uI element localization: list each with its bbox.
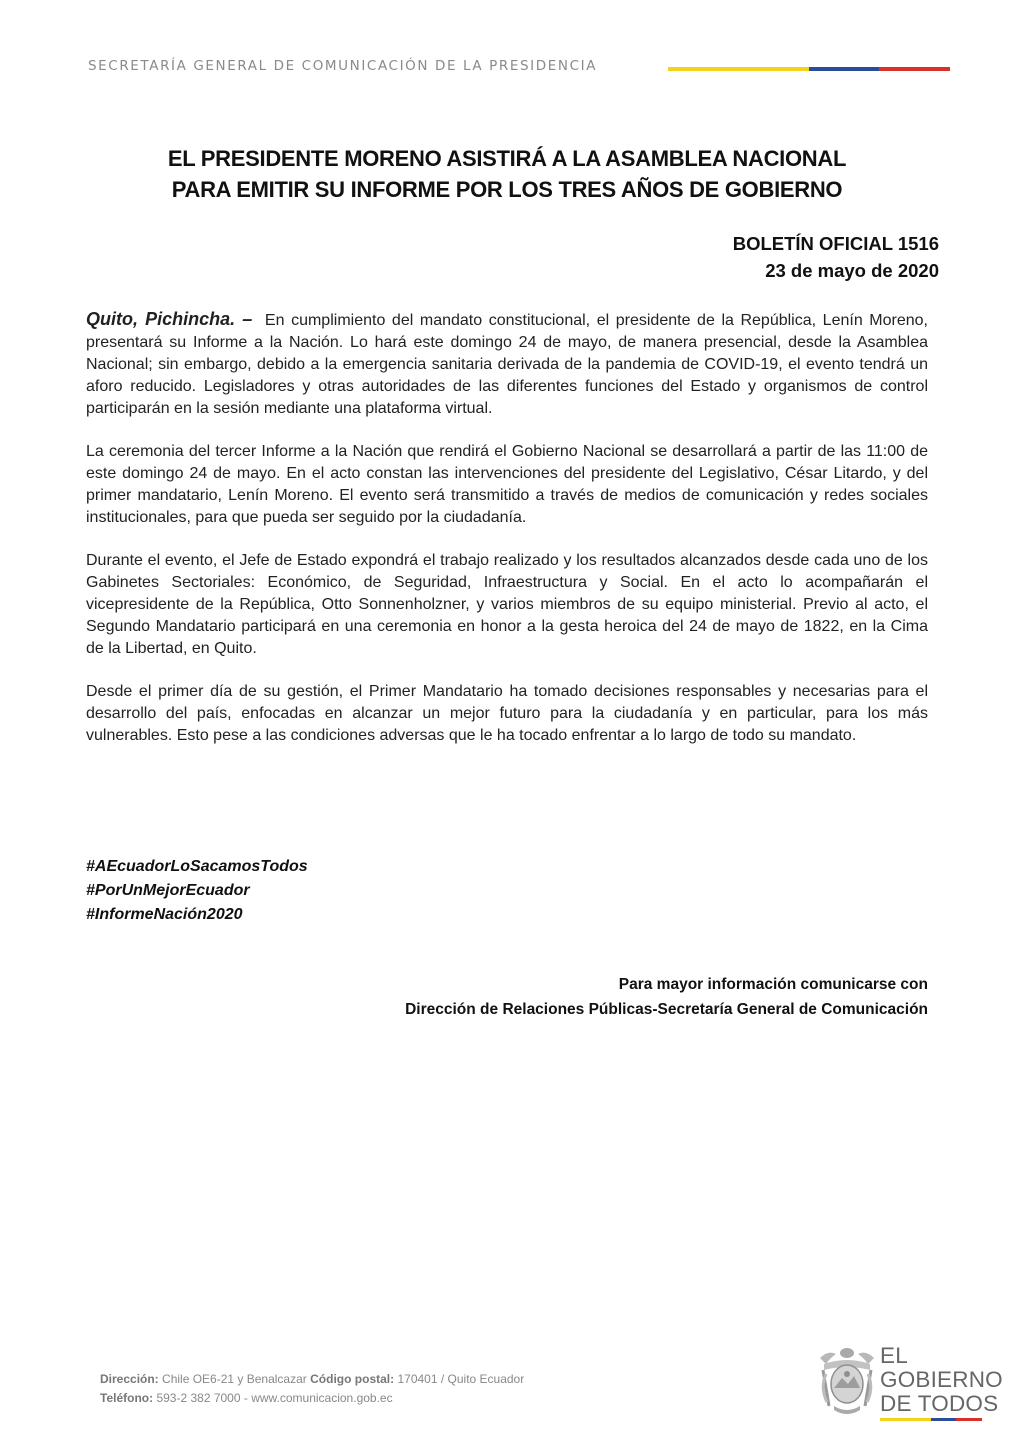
postal-label: Código postal: <box>310 1372 395 1386</box>
press-release-body <box>86 308 928 768</box>
dateline-place: Quito, Pichincha. – <box>86 309 253 329</box>
logo-red-stripe <box>956 1418 982 1421</box>
logo-flag-underline <box>880 1418 982 1421</box>
flag-yellow-stripe <box>668 67 809 71</box>
logo-wordmark <box>880 1344 1003 1416</box>
phone-label: Teléfono: <box>100 1391 154 1405</box>
footer-phone-line <box>100 1389 524 1408</box>
address-label: Dirección: <box>100 1372 159 1386</box>
footer-info <box>100 1370 524 1408</box>
press-release-title <box>0 143 1014 205</box>
paragraph-4: Desde el primer día de su gestión, el Primer Mandatario ha tomado decisiones responsables y necesarias para el desarrollo del país, enfocadas en alcanzar un mejor futuro para la ciudadanía y en particular, para los más vulnerables. Esto pese a las condiciones adversas que le ha tocado enfrentar a lo largo de todo su mandato. <box>86 683 928 744</box>
postal-value: 170401 / Quito Ecuador <box>397 1372 525 1386</box>
flag-blue-stripe <box>809 67 879 71</box>
footer-address-line <box>100 1370 524 1389</box>
hashtag-3: #InformeNación2020 <box>86 906 243 923</box>
paragraph-1-text: En cumplimiento del mandato constitucional, el presidente de la República, Lenín Moreno, presentará su Informe a la Nación. Lo hará este domingo 24 de mayo, de manera presencial, desde la Asamblea Nacional; sin embargo, debido a la emergencia sanitaria derivada de la pandemia de COVID-19, el evento tendrá un aforo reducido. Legisladores y otras autoridades de las diferentes funciones del Estado y organismos de control participarán en la sesión mediante una plataforma virtual. <box>86 312 928 417</box>
el-gobierno-de-todos-logo <box>818 1343 1003 1420</box>
hashtag-2: #PorUnMejorEcuador <box>86 882 250 899</box>
paragraph-1 <box>86 308 928 420</box>
paragraph-3: Durante el evento, el Jefe de Estado expondrá el trabajo realizado y los resultados alcanzados desde cada uno de los Gabinetes Sectoriales: Económico, de Seguridad, Infraestructura y Social. En el acto lo acompañarán el vicepresidente de la República, Otto Sonnenholzner, y varios miembros de su equipo ministerial. Previo al acto, el Segundo Mandatario participará en una ceremonia en honor a la gesta heroica del 24 de mayo de 1822, en la Cima de la Libertad, en Quito. <box>86 552 928 657</box>
title-line-2: PARA EMITIR SU INFORME POR LOS TRES AÑOS DE GOBIERNO <box>171 177 843 202</box>
header-organization: SECRETARÍA GENERAL DE COMUNICACIÓN DE LA PRESIDENCIA <box>88 58 598 74</box>
logo-line-1: EL <box>880 1343 908 1368</box>
hashtag-list <box>86 855 308 927</box>
contact-line-1: Para mayor información comunicarse con <box>618 976 928 993</box>
ecuador-coat-of-arms-icon <box>818 1344 876 1420</box>
address-value: Chile OE6-21 y Benalcazar <box>162 1372 307 1386</box>
logo-yellow-stripe <box>880 1418 931 1421</box>
logo-blue-stripe <box>931 1418 956 1421</box>
flag-red-stripe <box>879 67 950 71</box>
phone-value: 593-2 382 7000 - www.comunicacion.gob.ec <box>156 1391 393 1405</box>
title-line-1: EL PRESIDENTE MORENO ASISTIRÁ A LA ASAMBLEA NACIONAL <box>167 146 847 171</box>
bulletin-block <box>733 230 939 284</box>
logo-line-2: GOBIERNO <box>880 1367 1003 1392</box>
logo-line-3: DE TODOS <box>880 1391 999 1416</box>
bulletin-date: 23 de mayo de 2020 <box>765 260 939 281</box>
paragraph-2: La ceremonia del tercer Informe a la Nación que rendirá el Gobierno Nacional se desarrollará a partir de las 11:00 de este domingo 24 de mayo. En el acto constan las intervenciones del presidente del Legislativo, César Litardo, y del primer mandatario, Lenín Moreno. El evento será transmitido a través de medios de comunicación y redes sociales institucionales, para que pueda ser seguido por la ciudadanía. <box>86 443 928 526</box>
contact-line-2: Dirección de Relaciones Públicas-Secretaría General de Comunicación <box>405 1001 928 1018</box>
bulletin-number: BOLETÍN OFICIAL 1516 <box>732 233 939 254</box>
header-flag-bar <box>668 67 950 71</box>
contact-info <box>405 972 928 1022</box>
hashtag-1: #AEcuadorLoSacamosTodos <box>86 858 308 875</box>
